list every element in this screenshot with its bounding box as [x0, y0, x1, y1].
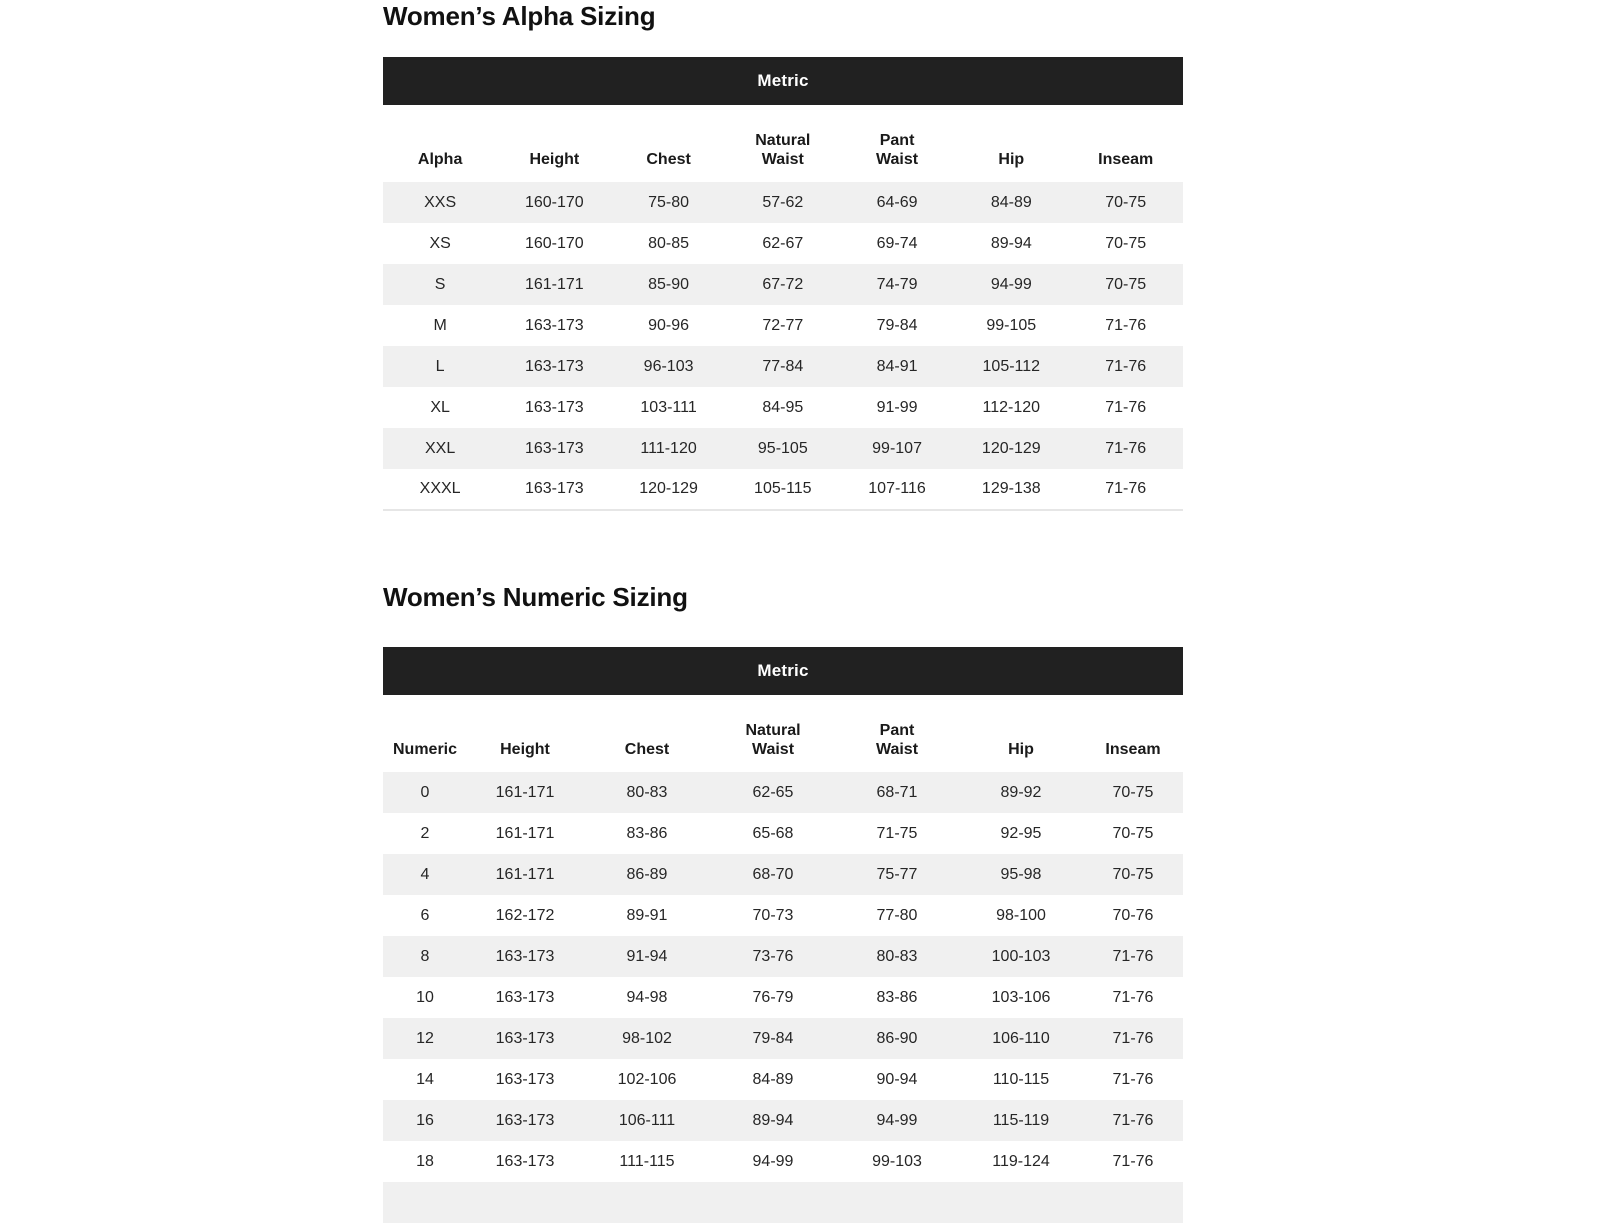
table-cell: 163-173	[495, 988, 555, 1006]
table-cell: 105-112	[982, 357, 1041, 375]
table-cell: 79-84	[876, 316, 918, 334]
numeric-sizing-table	[383, 695, 1183, 1182]
table-cell: 67-72	[762, 275, 804, 293]
table-cell: 90-94	[876, 1070, 918, 1088]
table-row	[383, 428, 1183, 469]
table-cell: 91-99	[876, 398, 918, 416]
table-cell: XS	[429, 234, 451, 252]
table-cell: 62-67	[762, 234, 804, 252]
table-cell: 95-98	[1000, 865, 1042, 883]
table-row	[383, 936, 1183, 977]
table-cell: 106-110	[992, 1029, 1050, 1047]
table-cell: 89-94	[990, 234, 1032, 252]
table-cell: 86-89	[626, 865, 668, 883]
table-cell: 68-70	[752, 865, 794, 883]
table-cell: 163-173	[524, 398, 584, 416]
table-cell: 4	[420, 865, 430, 883]
table-cell: 71-76	[1112, 1111, 1154, 1129]
table-cell: 96-103	[643, 357, 694, 375]
table-cell: 94-99	[876, 1111, 918, 1129]
table-cell: 107-116	[868, 480, 926, 497]
column-header-alpha: Alpha	[417, 151, 463, 168]
table-cell: 91-94	[626, 947, 668, 965]
table-row	[383, 346, 1183, 387]
table-cell: 77-80	[876, 906, 918, 924]
table-cell: 111-115	[619, 1152, 675, 1170]
size-guide-page	[383, 0, 1183, 1223]
table-cell: 68-71	[876, 783, 918, 801]
alpha-sizing-table	[383, 105, 1183, 511]
table-cell: 70-75	[1112, 824, 1154, 842]
table-cell: 76-79	[752, 988, 794, 1006]
table-row	[383, 305, 1183, 346]
table-cell: 6	[420, 906, 430, 924]
table-cell: 163-173	[495, 1029, 555, 1047]
table-cell: 12	[416, 1029, 434, 1047]
table-cell: 14	[416, 1070, 434, 1088]
table-cell: 89-92	[1000, 783, 1042, 801]
table-cell: 71-75	[876, 824, 918, 842]
table-row	[383, 854, 1183, 895]
table-cell: 161-171	[495, 783, 555, 801]
table-cell: 99-103	[872, 1152, 922, 1170]
table-cell: 84-89	[990, 193, 1032, 211]
table-cell: 94-98	[626, 988, 668, 1006]
table-cell: 95-105	[757, 439, 808, 457]
table-cell: 80-85	[648, 234, 690, 252]
alpha-metric-unit-label: Metric	[757, 71, 809, 90]
table-cell: 80-83	[626, 783, 668, 801]
table-cell: 163-173	[524, 439, 584, 457]
table-row	[383, 387, 1183, 428]
table-row	[383, 264, 1183, 305]
table-cell: 163-173	[495, 1111, 555, 1129]
table-cell: XXXL	[419, 480, 461, 497]
table-cell: 84-89	[752, 1070, 794, 1088]
alpha-table-header	[383, 105, 1183, 182]
table-cell: 161-171	[524, 275, 584, 293]
alpha-sizing-section	[383, 0, 1183, 511]
column-header-inseam: Inseam	[1098, 151, 1154, 168]
table-cell: 70-75	[1112, 865, 1154, 883]
table-cell: 80-83	[876, 947, 918, 965]
alpha-table-body	[383, 182, 1183, 510]
table-cell: 106-111	[618, 1111, 676, 1129]
table-cell: 163-173	[524, 480, 584, 497]
table-cell: 112-120	[982, 398, 1041, 416]
numeric-section-title: Women’s Numeric Sizing	[383, 582, 688, 612]
table-cell: 105-115	[754, 480, 812, 497]
table-cell: 84-91	[876, 357, 918, 375]
table-cell: 71-76	[1112, 947, 1154, 965]
table-cell: 71-76	[1105, 316, 1147, 334]
table-cell: 102-106	[617, 1070, 677, 1088]
numeric-table-body	[383, 772, 1183, 1182]
table-cell: 79-84	[752, 1029, 794, 1047]
table-cell: 160-170	[524, 234, 584, 252]
table-cell: 71-76	[1112, 988, 1154, 1006]
table-cell: 98-100	[996, 906, 1046, 924]
column-header-natural-waist: Natural Waist	[755, 132, 811, 168]
table-cell: 100-103	[991, 947, 1051, 965]
table-cell: 163-173	[524, 357, 584, 375]
table-cell: XXL	[424, 439, 456, 457]
table-cell: 115-119	[992, 1111, 1050, 1129]
table-cell: 98-102	[622, 1029, 672, 1047]
column-header-hip: Hip	[998, 151, 1025, 168]
table-cell: 103-106	[991, 988, 1051, 1006]
table-cell: 71-76	[1112, 1070, 1154, 1088]
column-header-numeric: Numeric	[392, 741, 458, 758]
table-cell: 119-124	[992, 1152, 1050, 1170]
table-row	[383, 1141, 1183, 1182]
table-cell: 70-76	[1112, 906, 1154, 924]
numeric-table-header	[383, 695, 1183, 772]
table-cell: 84-95	[762, 398, 804, 416]
table-cell: 65-68	[752, 824, 794, 842]
table-cell: 163-173	[524, 316, 584, 334]
alpha-metric-unit-bar	[383, 57, 1183, 105]
table-cell: 83-86	[626, 824, 668, 842]
header-row	[383, 695, 1183, 772]
table-cell: 0	[420, 783, 430, 801]
table-cell: 70-75	[1105, 234, 1147, 252]
table-cell: 86-90	[876, 1029, 918, 1047]
table-cell: 77-84	[762, 357, 804, 375]
table-cell: 110-115	[992, 1070, 1050, 1088]
table-cell: 74-79	[876, 275, 918, 293]
table-cell: 162-172	[495, 906, 555, 924]
table-cell: 62-65	[752, 783, 794, 801]
table-cell: 71-76	[1112, 1029, 1154, 1047]
numeric-metric-unit-bar	[383, 647, 1183, 695]
column-header-height: Height	[529, 151, 580, 168]
partial-next-row-stripe	[383, 1182, 1183, 1223]
column-header-pant-waist: Pant Waist	[875, 722, 919, 758]
table-cell: 85-90	[648, 275, 690, 293]
table-cell: 18	[416, 1152, 434, 1170]
table-cell: 70-75	[1105, 275, 1147, 293]
table-cell: 69-74	[876, 234, 918, 252]
table-row	[383, 1018, 1183, 1059]
alpha-section-title: Women’s Alpha Sizing	[383, 1, 656, 31]
header-row	[383, 105, 1183, 182]
table-cell: 70-73	[752, 906, 794, 924]
table-row	[383, 895, 1183, 936]
table-cell: 94-99	[990, 275, 1032, 293]
table-row	[383, 977, 1183, 1018]
table-cell: 99-107	[872, 439, 922, 457]
table-cell: 89-94	[752, 1111, 794, 1129]
table-cell: 111-120	[640, 439, 697, 457]
table-cell: 94-99	[752, 1152, 794, 1170]
table-cell: 90-96	[648, 316, 690, 334]
table-cell: 73-76	[752, 947, 794, 965]
table-cell: 70-75	[1112, 783, 1154, 801]
table-cell: 71-76	[1105, 398, 1147, 416]
numeric-sizing-section	[383, 581, 1183, 1223]
table-cell: 75-80	[648, 193, 690, 211]
table-cell: 161-171	[495, 865, 555, 883]
column-header-chest: Chest	[646, 151, 691, 168]
table-row	[383, 223, 1183, 264]
table-cell: 99-105	[986, 316, 1037, 334]
table-cell: 71-76	[1105, 439, 1147, 457]
table-cell: 129-138	[981, 480, 1041, 497]
table-row	[383, 813, 1183, 854]
table-cell: 163-173	[495, 1070, 555, 1088]
table-cell: S	[434, 275, 446, 293]
table-cell: 71-76	[1112, 1152, 1154, 1170]
table-cell: M	[433, 316, 447, 334]
table-cell: 163-173	[495, 947, 555, 965]
table-cell: 64-69	[876, 193, 918, 211]
table-cell: 70-75	[1105, 193, 1147, 211]
table-cell: 103-111	[640, 398, 697, 416]
table-cell: 120-129	[981, 439, 1041, 457]
table-row	[383, 772, 1183, 813]
table-cell: 120-129	[639, 480, 698, 497]
table-cell: 10	[416, 988, 434, 1006]
table-cell: XL	[430, 398, 450, 416]
table-row	[383, 1059, 1183, 1100]
table-cell: 71-76	[1105, 357, 1147, 375]
table-cell: 163-173	[495, 1152, 555, 1170]
table-cell: 16	[416, 1111, 434, 1129]
table-cell: 57-62	[762, 193, 804, 211]
column-header-height: Height	[500, 741, 550, 758]
column-header-hip: Hip	[1008, 741, 1034, 758]
table-cell: 161-171	[495, 824, 555, 842]
table-row	[383, 469, 1183, 510]
table-cell: 8	[420, 947, 430, 965]
numeric-metric-unit-label: Metric	[757, 661, 809, 680]
table-cell: 72-77	[762, 316, 804, 334]
table-row	[383, 1100, 1183, 1141]
table-cell: 71-76	[1105, 480, 1147, 497]
table-cell: 92-95	[1000, 824, 1042, 842]
table-row	[383, 182, 1183, 223]
column-header-pant-waist: Pant Waist	[876, 132, 919, 168]
column-header-inseam: Inseam	[1105, 741, 1161, 758]
table-cell: L	[435, 357, 445, 375]
table-cell: XXS	[424, 193, 457, 211]
table-cell: 83-86	[876, 988, 918, 1006]
table-cell: 75-77	[876, 865, 918, 883]
table-cell: 2	[420, 824, 430, 842]
table-cell: 160-170	[524, 193, 584, 211]
column-header-natural-waist: Natural Waist	[745, 722, 801, 758]
column-header-chest: Chest	[624, 741, 670, 758]
table-cell: 89-91	[626, 906, 668, 924]
